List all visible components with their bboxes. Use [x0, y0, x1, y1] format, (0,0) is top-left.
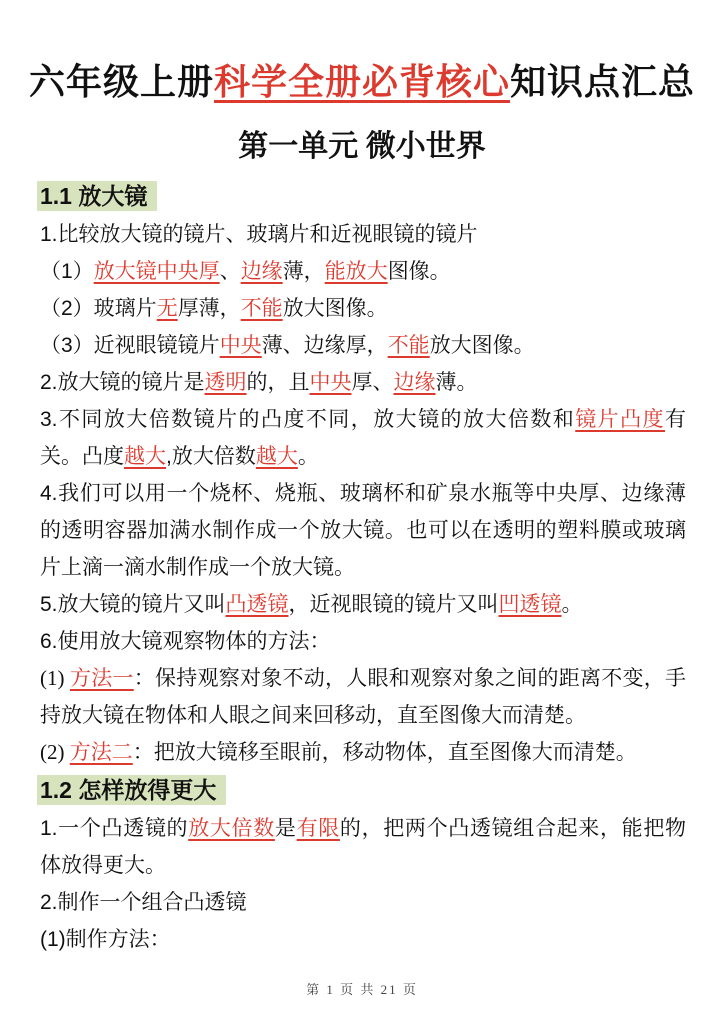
emphasis-text: 无: [156, 297, 178, 320]
paragraph: [40, 290, 686, 327]
paragraph: [40, 660, 686, 734]
body-text: 4.我们可以用一个烧杯、烧瓶、玻璃杯和矿泉水瓶等中央厚、边缘薄的透明容器加满水制作成一个放大镜。也可以在透明的塑料膜或玻璃片上滴一滴水制作成一个放大镜。: [40, 482, 686, 579]
paragraph: [40, 586, 686, 623]
section-heading-label: 1.1 放大镜: [37, 181, 157, 211]
title-prefix: 六年级上册: [28, 61, 214, 102]
emphasis-text: 凹透镜: [498, 593, 562, 616]
emphasis-text: 越大: [255, 445, 298, 468]
body-text: 厚、: [351, 371, 394, 394]
body-text: 薄。: [435, 371, 478, 394]
body-text: 1.一个凸透镜的: [40, 817, 189, 840]
body-text: (1)制作方法：: [40, 928, 171, 951]
section-heading: [40, 774, 686, 807]
body-text: （3）近视眼镜镜片: [40, 334, 220, 357]
content-root: [0, 165, 724, 958]
section-heading: [40, 180, 686, 213]
paragraph: [40, 327, 686, 364]
paragraph: [40, 623, 686, 660]
body-text: 2.放大镜的镜片是: [40, 371, 205, 394]
paragraph: [40, 734, 686, 771]
body-text: 薄，: [282, 260, 325, 283]
paragraph: [40, 216, 686, 253]
emphasis-text: 不能: [387, 334, 430, 357]
body-text: 3.不同放大倍数镜片的凸度不同，放大镜的放大倍数和: [40, 408, 576, 431]
document-title: [0, 54, 724, 105]
emphasis-text: 放大镜中央厚: [93, 260, 220, 283]
body-text: ：把放大镜移至眼前，移动物体，直至图像大而清楚。: [132, 740, 637, 764]
body-text: 有关。凸度: [40, 408, 687, 468]
emphasis-text: 透明: [204, 371, 247, 394]
body-text: 是: [274, 817, 297, 840]
body-text: 。: [561, 593, 583, 616]
title-suffix: 知识点汇总: [510, 61, 696, 102]
body-text: (1): [40, 666, 70, 690]
paragraph: [40, 401, 686, 475]
body-text: ,放大倍数: [166, 445, 256, 468]
emphasis-text: 放大倍数: [188, 817, 275, 840]
emphasis-text: 边缘: [393, 371, 436, 394]
body-text: 放大图像。: [282, 297, 388, 320]
emphasis-text: 中央: [309, 371, 352, 394]
emphasis-text: 能放大: [324, 260, 388, 283]
page-number-footer: 第 1 页 共 21 页: [306, 982, 418, 997]
body-text: 1.比较放大镜的镜片、玻璃片和近视眼镜的镜片: [40, 223, 478, 246]
body-text: 。: [297, 445, 319, 468]
body-text: 放大图像。: [429, 334, 535, 357]
body-text: 2.制作一个组合凸透镜: [40, 891, 247, 914]
body-text: 的，且: [246, 371, 310, 394]
body-text: 的，把两个凸透镜组合起来，能把物体放得更大。: [40, 817, 686, 877]
emphasis-text: 方法一: [70, 666, 134, 690]
unit-subtitle: 第一单元 微小世界: [238, 130, 486, 163]
body-text: 图像。: [387, 260, 451, 283]
paragraph: [40, 253, 686, 290]
emphasis-text: 镜片凸度: [575, 408, 666, 431]
paragraph: [40, 364, 686, 401]
body-text: 、: [219, 260, 241, 283]
body-text: (2): [40, 740, 70, 764]
body-text: 薄、边缘厚，: [261, 334, 388, 357]
body-text: ，近视眼镜的镜片又叫: [288, 593, 499, 616]
emphasis-text: 不能: [240, 297, 283, 320]
section-heading-label: 1.2 怎样放得更大: [37, 775, 226, 805]
paragraph: [40, 475, 686, 586]
paragraph: [40, 810, 686, 884]
emphasis-text: 凸透镜: [225, 593, 289, 616]
body-text: ：保持观察对象不动，人眼和观察对象之间的距离不变，手持放大镜在物体和人眼之间来回移动，直至图像大而清楚。: [40, 666, 686, 727]
emphasis-text: 有限: [296, 817, 340, 840]
body-text: 5.放大镜的镜片又叫: [40, 593, 226, 616]
paragraph: [40, 884, 686, 921]
body-text: （2）玻璃片: [40, 297, 157, 320]
title-emphasis: 科学全册必背核心: [213, 61, 510, 102]
emphasis-text: 中央: [219, 334, 262, 357]
body-text: （1）: [40, 260, 94, 283]
paragraph: [40, 921, 686, 958]
emphasis-text: 方法二: [69, 740, 133, 764]
body-text: 6.使用放大镜观察物体的方法：: [40, 630, 331, 653]
emphasis-text: 边缘: [240, 260, 283, 283]
body-text: 厚薄，: [177, 297, 241, 320]
emphasis-text: 越大: [124, 445, 166, 468]
